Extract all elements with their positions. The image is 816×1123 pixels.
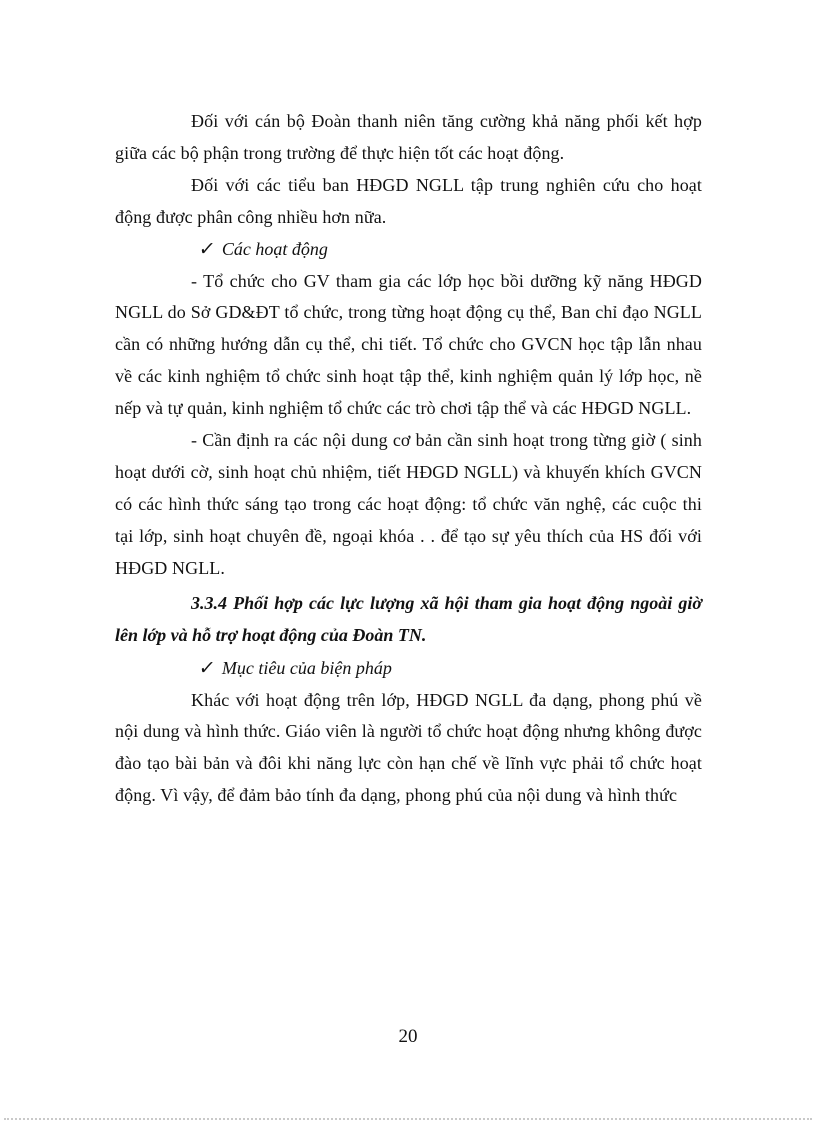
body-paragraph: - Cần định ra các nội dung cơ bản cần sinh hoạt trong từng giờ ( sinh hoạt dưới cờ, sinh hoạt chủ nhiệm, tiết HĐGD NGLL) và khuyến khích GVCN có các hình thức sáng tạo trong các hoạt động: tổ chức văn nghệ, các cuộc thi tại lớp, sinh hoạt chuyên đề, ngoại khóa . . để tạo sự yêu thích của HS đối với HĐGD NGLL. xyxy=(115,430,702,578)
list-item-cac-hoat-dong xyxy=(115,234,702,266)
body-paragraph: Khác với hoạt động trên lớp, HĐGD NGLL đa dạng, phong phú về nội dung và hình thức. Giáo viên là người tổ chức hoạt động nhưng không được đào tạo bài bản và đôi khi năng lực còn hạn chế về lĩnh vực phải tổ chức hoạt động. Vì vậy, để đảm bảo tính đa dạng, phong phú của nội dung và hình thức xyxy=(115,689,702,806)
list-item-muc-tieu xyxy=(115,653,702,685)
page-content xyxy=(115,106,702,812)
section-heading-3-3-4: 3.3.4 Phối hợp các lực lượng xã hội tham gia hoạt động ngoài giờ lên lớp và hỗ trợ hoạt động của Đoàn TN. xyxy=(115,592,702,646)
list-item-label: Mục tiêu của biện pháp xyxy=(221,657,392,678)
body-paragraph: Đối với các tiểu ban HĐGD NGLL tập trung nghiên cứu cho hoạt động được phân công nhiều hơn nữa. xyxy=(115,174,702,227)
page-number: 20 xyxy=(398,1026,418,1047)
body-paragraph: Đối với cán bộ Đoàn thanh niên tăng cường khả năng phối kết hợp giữa các bộ phận trong trường để thực hiện tốt các hoạt động. xyxy=(115,111,702,163)
checkmark-icon: ✓ xyxy=(197,657,217,679)
scan-artifact-line xyxy=(4,1118,812,1120)
body-paragraph: - Tổ chức cho GV tham gia các lớp học bồi dưỡng kỹ năng HĐGD NGLL do Sở GD&ĐT tổ chức, trong từng hoạt động cụ thể, Ban chỉ đạo NGLL cần có những hướng dẫn cụ thể, chi tiết. Tổ chức cho GVCN học tập lẫn nhau về các kinh nghiệm tổ chức sinh hoạt tập thể, kinh nghiệm quản lý lớp học, nề nếp và tự quản, kinh nghiệm tổ chức các trò chơi tập thể và các HĐGD NGLL. xyxy=(115,270,702,419)
checkmark-icon: ✓ xyxy=(197,238,217,260)
list-item-label: Các hoạt động xyxy=(221,238,328,259)
